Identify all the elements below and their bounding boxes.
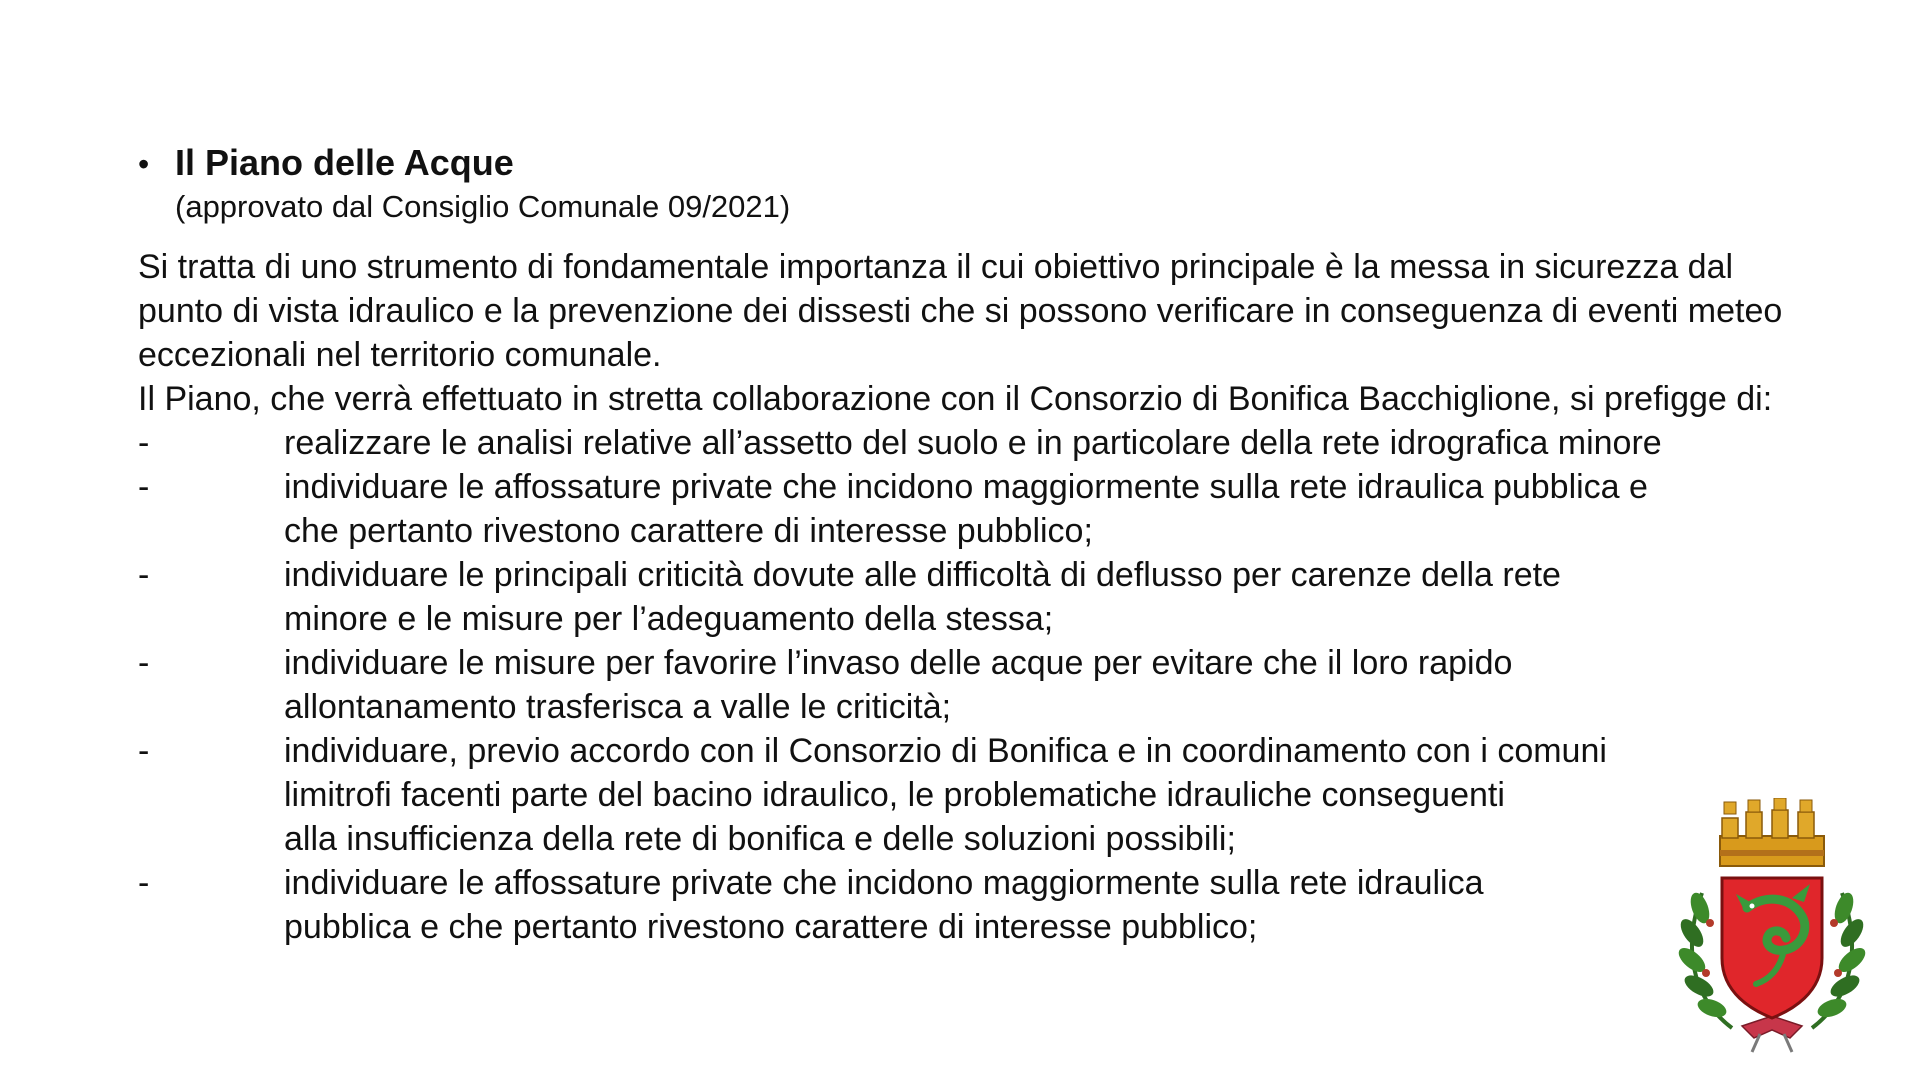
list-item	[138, 553, 1818, 641]
crown	[1720, 798, 1824, 866]
shield	[1722, 878, 1822, 1018]
list-item-text: individuare le affossature private che incidono maggiormente sulla rete idraulica pubblica e che pertanto rivestono carattere di interesse pubblico;	[284, 864, 1484, 946]
list-item-text: individuare le affossature private che incidono maggiormente sulla rete idraulica pubblica e che pertanto rivestono carattere di interesse pubblico;	[284, 468, 1648, 550]
dash-marker: -	[138, 556, 150, 594]
heading-block	[138, 140, 1738, 227]
dash-marker: -	[138, 732, 150, 770]
slide-title: Il Piano delle Acque	[175, 142, 514, 183]
dash-marker: -	[138, 864, 150, 902]
municipal-coat-of-arms-icon	[1672, 798, 1872, 1054]
objectives-list	[138, 421, 1818, 949]
dash-marker: -	[138, 644, 150, 682]
dash-marker: -	[138, 468, 150, 506]
list-item-text: individuare, previo accordo con il Consorzio di Bonifica e in coordinamento con i comuni limitrofi facenti parte del bacino idraulico, le problematiche idrauliche conseguenti alla insufficienza della rete di bonifica e delle soluzioni possibili;	[284, 732, 1607, 858]
list-item-text: individuare le principali criticità dovute alle difficoltà di deflusso per carenze della rete minore e le misure per l’adeguamento della stessa;	[284, 556, 1561, 638]
body-text	[138, 245, 1818, 949]
list-item	[138, 421, 1818, 465]
list-item	[138, 861, 1818, 949]
heading-line	[138, 140, 1738, 187]
list-item	[138, 729, 1818, 861]
slide-subtitle: (approvato dal Consiglio Comunale 09/2021)	[175, 189, 791, 224]
paragraph-plan: Il Piano, che verrà effettuato in stretta collaborazione con il Consorzio di Bonifica Bacchiglione, si prefigge di:	[138, 380, 1773, 418]
ribbon	[1742, 1016, 1802, 1052]
paragraph-intro: Si tratta di uno strumento di fondamentale importanza il cui obiettivo principale è la messa in sicurezza dal punto di vista idraulico e la prevenzione dei dissesti che si possono verificare in conseguenza di eventi meteo eccezionali nel territorio comunale.	[138, 248, 1783, 374]
dash-marker: -	[138, 424, 150, 462]
list-item	[138, 465, 1818, 553]
bullet-icon: •	[138, 146, 150, 182]
list-item	[138, 641, 1818, 729]
list-item-text: individuare le misure per favorire l’invaso delle acque per evitare che il loro rapido allontanamento trasferisca a valle le criticità;	[284, 644, 1513, 726]
list-item-text: realizzare le analisi relative all’assetto del suolo e in particolare della rete idrografica minore	[284, 424, 1662, 462]
